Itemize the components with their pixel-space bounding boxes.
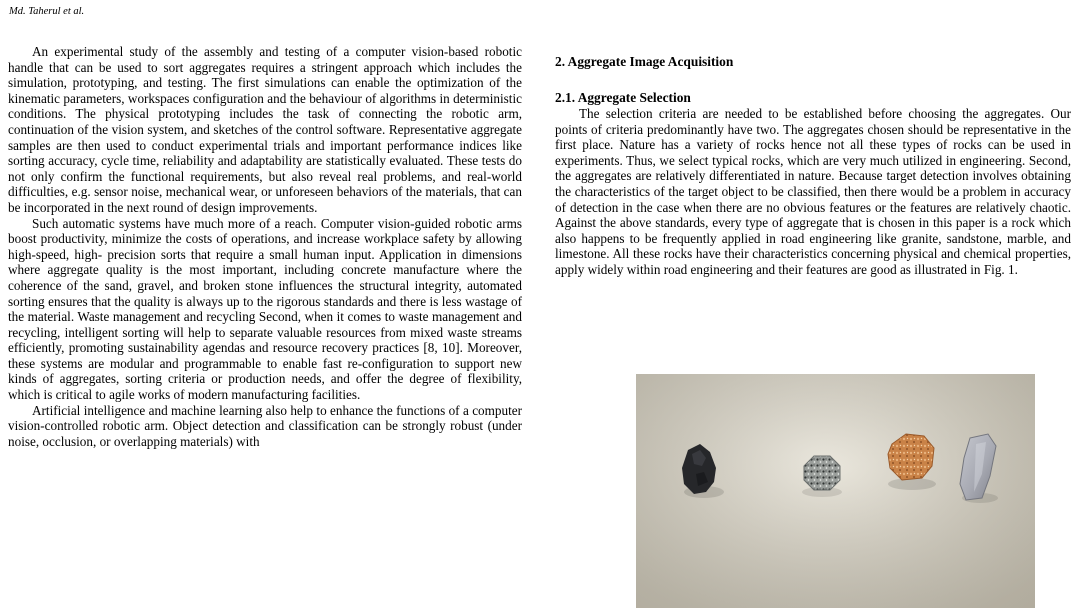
speckled-rock-sample <box>804 456 840 490</box>
right-column <box>555 44 1071 278</box>
body-paragraph: Such automatic systems have much more of a reach. Computer vision-guided robotic arms boost productivity, minimize the costs of operations, and increase workplace safety by allowing high-speed, high- precision sorts that require a small human input. Application in dimensions where aggregate quality is the most important, including concrete manufacture where the coherence of the sand, gravel, and broken stone influences the structural integrity, automated sorting ensures that the quality is always up to the rigorous standards and there is less wastage of the material. Waste management and recycling Second, when it comes to waste management and recycling, intelligent sorting will help to separate valuable resources from mixed waste streams efficiently, promoting sustainability agendas and resource recovery practices [8, 10]. Moreover, these systems are modular and programmable to enable fast re-configuration to support new kinds of aggregates, sorting criteria or production needs, and offer the degree of flexibility, which is critical to agile works of modern manufacturing facilities. <box>8 215 522 403</box>
section-heading: 2. Aggregate Image Acquisition <box>555 54 734 69</box>
left-column <box>8 44 522 449</box>
body-paragraph: An experimental study of the assembly and testing of a computer vision-based robotic handle that can be used to sort aggregates requires a stringent approach which includes the simulation, prototyping, and testing. The first simulations can enable the optimization of the kinematic parameters, workspaces configuration and the behaviour of algorithms in deterministic conditions. The physical prototyping includes the task of connecting the robotic arm, continuation of the vision system, and sketches of the control software. Representative aggregate samples are then used to conduct experimental trials and important performance indices like sorting accuracy, cycle time, reliability and adaptability are statistically evaluated. These tests do not only confirm the functional requirements, but also reveal real problems, and real-world difficulties, e.g. sensor noise, mechanical wear, or unforeseen behaviors of the materials, that can be incorporated in the next round of design improvements. <box>8 44 522 215</box>
running-head: Md. Taherul et al. <box>9 6 85 17</box>
body-paragraph: The selection criteria are needed to be established before choosing the aggregates. Our points of criteria predominantly have two. The aggregates chosen should be representative in the first place. Nature has a variety of rocks hence not all these types of rocks can be used in experiments. Thus, we select typical rocks, which are very much utilized in engineering. Second, the aggregates are relatively differentiated in nature. Because target detection involves obtaining the characteristics of the target object to be classified, then there would be a problem in accuracy of detection in the case when there are no obvious features or the features are relatively chaotic. Against the above standards, every type of aggregate that is chosen in this paper is a rock which also happens to be frequently applied in road engineering like granite, sandstone, marble, and limestone. All these rocks have their characteristics concerning physical and chemical properties, apply widely within road engineering and their features are good as illustrated in Fig. 1. <box>555 106 1071 277</box>
aggregate-figure-photo <box>636 374 1035 608</box>
subsection-heading: 2.1. Aggregate Selection <box>555 90 691 105</box>
rock-samples-image <box>636 374 1035 608</box>
body-paragraph: Artificial intelligence and machine learning also help to enhance the functions of a computer vision-controlled robotic arm. Object detection and classification can be strongly robust (under noise, occlusion, or overlapping materials) with <box>8 402 522 449</box>
